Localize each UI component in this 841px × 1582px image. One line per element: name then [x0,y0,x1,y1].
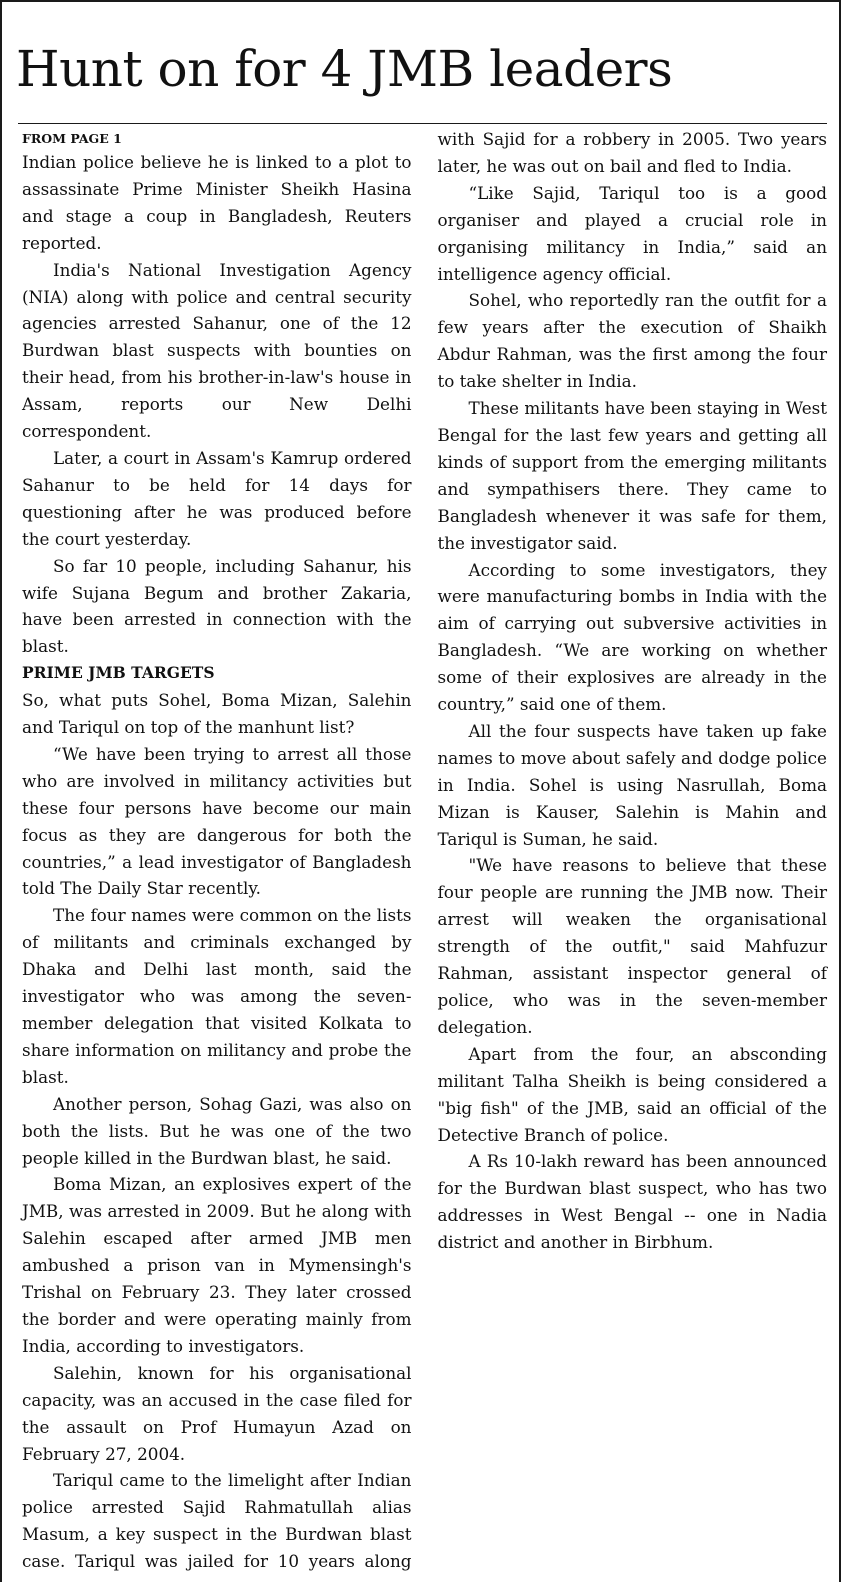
article-paragraph: “Like Sajid, Tariqul too is a good organiser and played a crucial role in organising militancy in India,” said an intelligence agency official. [437,182,827,284]
article-paragraph: "We have reasons to believe that these four people are running the JMB now. Their arrest will weaken the organisational strength of the outfit," said Mahfuzur Rahman, assistant inspector general of police, who was in the seven-member delegation. [437,855,827,1037]
article-headline: Hunt on for 4 JMB leaders [16,40,673,98]
continuation-kicker: FROM PAGE 1 [22,131,122,146]
section-subhead: PRIME JMB TARGETS [22,663,215,683]
article-paragraph: All the four suspects have taken up fake names to move about safely and dodge police in India. Sohel is using Nasrullah, Boma Mizan is Kauser, Salehin is Mahin and Tariqul is Suman, he said. [437,720,827,849]
article-paragraph: Apart from the four, an absconding militant Talha Sheikh is being considered a "big fish" of the JMB, said an official of the Detective Branch of police. [437,1043,827,1145]
article-paragraph: Boma Mizan, an explosives expert of the JMB, was arrested in 2009. But he along with Salehin escaped after armed JMB men ambushed a prison van in Mymensingh's Trishal on February 23. They later crossed the border and were operating mainly from India, according to investigators. [22,1174,412,1356]
article-paragraph: “We have been trying to arrest all those who are involved in militancy activities but these four persons have become our main focus as they are dangerous for both the countries,” a lead investigator of Bangladesh told The Daily Star recently. [22,743,412,899]
article-paragraph: So, what puts Sohel, Boma Mizan, Salehin and Tariqul on top of the manhunt list? [22,690,412,738]
article-paragraph: Tariqul came to the limelight after Indian police arrested Sajid Rahmatullah alias Masum, a key suspect in the Burdwan blast case. Tariqul was jailed for 10 years along with Sajid for a robbery in 2005. Two years later, he was out on bail and fled to India. [22,129,827,1572]
article-paragraph: The four names were common on the lists of militants and criminals exchanged by Dhaka and Delhi last month, said the investigator who was among the seven-member delegation that visited Kolkata to share information on militancy and probe the blast. [22,905,412,1087]
article-paragraph: A Rs 10-lakh reward has been announced for the Burdwan blast suspect, who has two addresses in West Bengal -- one in Nadia district and another in Birbhum. [437,1151,827,1253]
article-body [22,126,827,1578]
headline-rule [18,123,827,124]
article-paragraph: Salehin, known for his organisational capacity, was an accused in the case filed for the assault on Prof Humayun Azad on February 27, 2004. [22,1362,412,1464]
article-paragraph: These militants have been staying in West Bengal for the last few years and getting all kinds of support from the emerging militants and sympathisers there. They came to Bangladesh whenever it was safe for them, the investigator said. [437,398,827,553]
article-paragraph: Later, a court in Assam's Kamrup ordered Sahanur to be held for 14 days for questioning after he was produced before the court yesterday. [22,447,412,549]
article-paragraph: According to some investigators, they were manufacturing bombs in India with the aim of carrying out subversive activities in Bangladesh. “We are working on whether some of their explosives are already in the country,” said one of them. [437,559,827,715]
article-paragraph: Another person, Sohag Gazi, was also on both the lists. But he was one of the two people killed in the Burdwan blast, he said. [22,1093,412,1168]
article-paragraph: Sohel, who reportedly ran the outfit for a few years after the execution of Shaikh Abdur Rahman, was the first among the four to take shelter in India. [437,290,827,392]
article-paragraph: So far 10 people, including Sahanur, his wife Sujana Begum and brother Zakaria, have been arrested in connection with the blast. [22,555,412,657]
article-paragraph: Indian police believe he is linked to a plot to assassinate Prime Minister Sheikh Hasina and stage a coup in Bangladesh, Reuters reported. [22,152,412,253]
article-paragraph: India's National Investigation Agency (NIA) along with police and central security agencies arrested Sahanur, one of the 12 Burdwan blast suspects with bounties on their head, from his brother-in-law's house in Assam, reports our New Delhi correspondent. [22,259,412,442]
